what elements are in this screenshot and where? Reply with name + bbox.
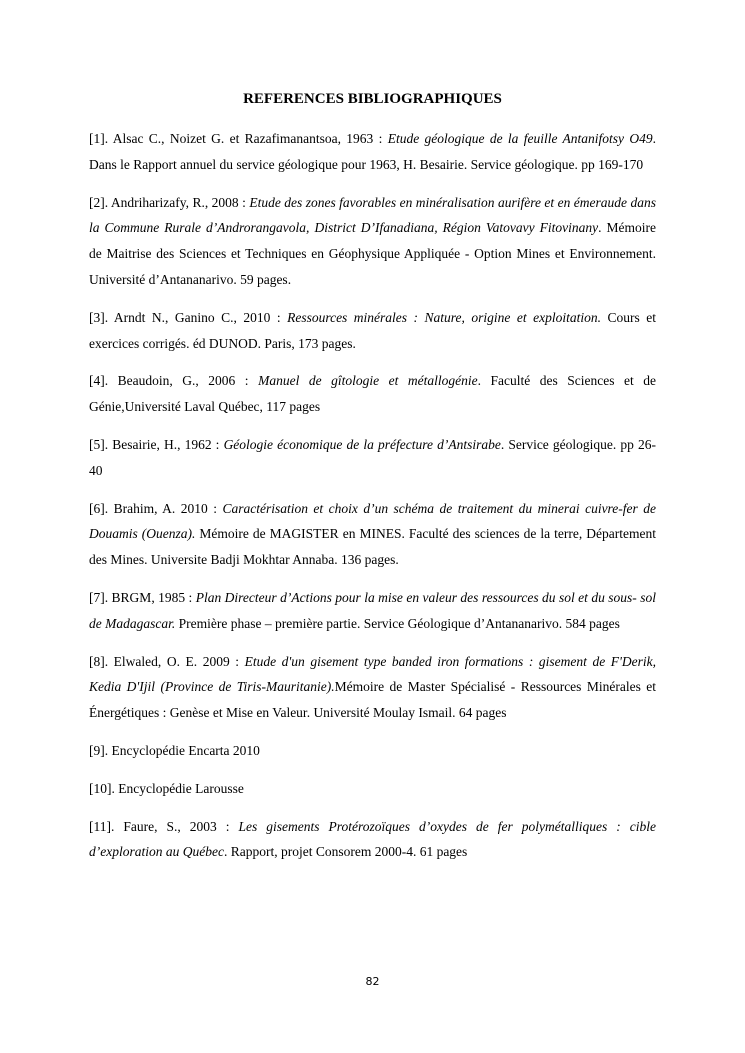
- reference-title: Etude géologique de la feuille Antanifotsy O49: [387, 131, 653, 146]
- reference-title: Les gisements Protérozoïques d’oxydes de fer polymétalliques : cible d’exploration au Québec: [89, 818, 656, 860]
- reference-item: [89, 305, 656, 357]
- reference-title: Etude des zones favorables en minéralisation aurifère et en émeraude dans la Commune Rurale d’Androrangavola, District D’Ifanadiana, Région Vatovavy Fitovinany: [89, 194, 656, 236]
- reference-lead: [3]. Arndt N., Ganino C., 2010 :: [89, 309, 288, 325]
- reference-details: Mémoire de Master Spécialisé - Ressources Minérales et Énergétiques : Genèse et Mise en Valeur. Université Moulay Ismail. 64 pages: [89, 679, 656, 721]
- reference-item: [89, 126, 656, 178]
- reference-item: [89, 496, 656, 573]
- reference-title: Etude d'un gisement type banded iron formations : gisement de F'Derik, Kedia D'Ijil (Province de Tiris-Mauritanie).: [89, 653, 656, 695]
- reference-details: Première phase – première partie. Service Géologique d’Antananarivo. 584 pages: [175, 615, 620, 631]
- page-number: 82: [365, 975, 380, 988]
- reference-item: [89, 190, 656, 293]
- reference-lead: [7]. BRGM, 1985 :: [89, 589, 196, 605]
- reference-item: [89, 649, 656, 726]
- reference-item: [89, 814, 656, 866]
- page-title: REFERENCES BIBLIOGRAPHIQUES: [243, 91, 502, 107]
- reference-details: . Dans le Rapport annuel du service géologique pour 1963, H. Besairie. Service géologique. pp 169-170: [89, 131, 656, 172]
- reference-title: Manuel de gîtologie et métallogénie: [258, 373, 478, 389]
- reference-details: . Service géologique. pp 26-40: [89, 436, 657, 478]
- reference-lead: [1]. Alsac C., Noizet G. et Razafimanantsoa, 1963 :: [89, 131, 388, 146]
- reference-lead: [9]. Encyclopédie Encarta 2010: [89, 742, 260, 758]
- reference-item: [89, 585, 656, 637]
- reference-title: Caractérisation et choix d’un schéma de traitement du minerai cuivre-fer de Douamis (Ouenza).: [89, 500, 657, 542]
- reference-details: Mémoire de MAGISTER en MINES. Faculté des sciences de la terre, Département des Mines. Universite Badji Mokhtar Annaba. 136 pages.: [89, 526, 656, 568]
- reference-title: Ressources minérales : Nature, origine et exploitation.: [287, 309, 601, 325]
- reference-details: . Rapport, projet Consorem 2000-4. 61 pages: [223, 844, 468, 860]
- reference-item: [89, 776, 656, 802]
- reference-title: Géologie économique de la préfecture d’Antsirabe: [223, 436, 501, 452]
- reference-details: Cours et exercices corrigés. éd DUNOD. Paris, 173 pages.: [89, 309, 656, 351]
- reference-lead: [6]. Brahim, A. 2010 :: [89, 500, 223, 516]
- reference-item: [89, 368, 656, 420]
- reference-details: . Mémoire de Maitrise des Sciences et Techniques en Géophysique Appliquée - Option Mines et Environnement. Université d’Antananarivo. 59 pages.: [89, 220, 656, 287]
- reference-item: [89, 738, 656, 764]
- reference-item: [89, 432, 656, 484]
- reference-lead: [8]. Elwaled, O. E. 2009 :: [89, 653, 245, 669]
- reference-lead: [5]. Besairie, H., 1962 :: [89, 436, 224, 452]
- reference-lead: [10]. Encyclopédie Larousse: [89, 780, 244, 796]
- reference-title: Plan Directeur d’Actions pour la mise en valeur des ressources du sol et du sous- sol de Madagascar.: [89, 589, 656, 631]
- reference-list: [89, 126, 656, 877]
- reference-lead: [11]. Faure, S., 2003 :: [89, 818, 239, 834]
- reference-details: . Faculté des Sciences et de Génie,Université Laval Québec, 117 pages: [89, 373, 656, 415]
- reference-lead: [4]. Beaudoin, G., 2006 :: [89, 373, 259, 389]
- reference-lead: [2]. Andriharizafy, R., 2008 :: [89, 194, 250, 210]
